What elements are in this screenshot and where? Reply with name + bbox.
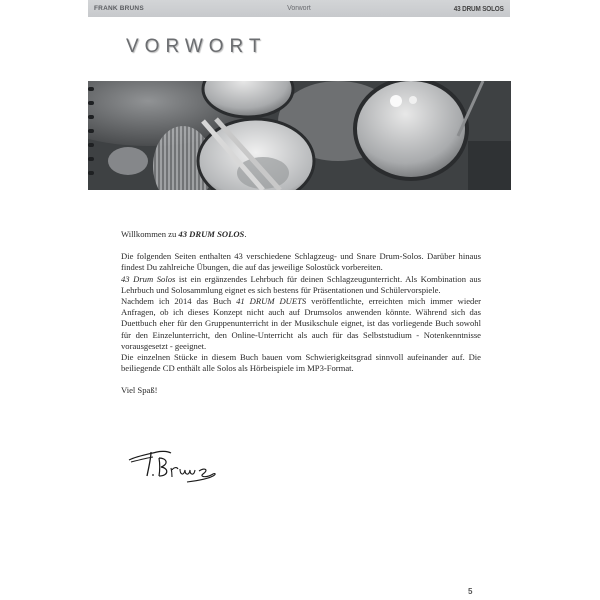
book-title-emphasis: 43 DRUM SOLOS bbox=[178, 229, 245, 239]
header-section: Vorwort bbox=[287, 5, 311, 12]
header-author: FRANK BRUNS bbox=[94, 5, 144, 12]
welcome-line: Willkommen zu 43 DRUM SOLOS. bbox=[121, 229, 247, 239]
paragraph-4: Die einzelnen Stücke in diesem Buch bauen vom Schwierigkeitsgrad sinnvoll aufeinander auf. Die beiliegende CD enthält alle Solos als Hörbeispiele im MP3-Format. bbox=[121, 352, 481, 374]
drum-kit-photo-icon bbox=[88, 81, 511, 190]
paragraph-2: 43 Drum Solos ist ein ergänzendes Lehrbuch für deinen Schlagzeugunterricht. Als Kombination aus Lehrbuch und Solosammlung eignet es sich bestens für Präsentationen und Schülervorspiele. bbox=[121, 273, 481, 295]
foreword-body bbox=[121, 229, 481, 397]
running-header bbox=[88, 0, 510, 17]
header-book-title: 43 DRUM SOLOS bbox=[454, 4, 504, 13]
closing-line: Viel Spaß! bbox=[121, 385, 158, 396]
paragraph-3: Nachdem ich 2014 das Buch 41 DRUM DUETS veröffentlichte, erreichten mich immer wieder Anfragen, ob ich dieses Konzept nicht auch auf Drumsolos anwenden könnte. Während sich das Duettbuch eher für den Gruppenunterricht in der Musikschule eignet, ist das vorliegende Buch sowohl für den Einzelunterricht, den Online-Unterricht als auch für das Selbststudium - Notenkenntnisse vorausgesetzt - geeignet. bbox=[121, 296, 482, 351]
paragraph-1: Die folgenden Seiten enthalten 43 verschiedene Schlagzeug- und Snare Drum-Solos. Darüber hinaus findest Du zahlreiche Übungen, die auf das jeweilige Solostück vorbereiten. bbox=[121, 251, 481, 273]
page-number: 5 bbox=[468, 587, 473, 596]
page-title: VORWORT bbox=[126, 36, 267, 57]
drum-kit-banner-image bbox=[88, 81, 511, 190]
signature-icon bbox=[127, 448, 227, 488]
